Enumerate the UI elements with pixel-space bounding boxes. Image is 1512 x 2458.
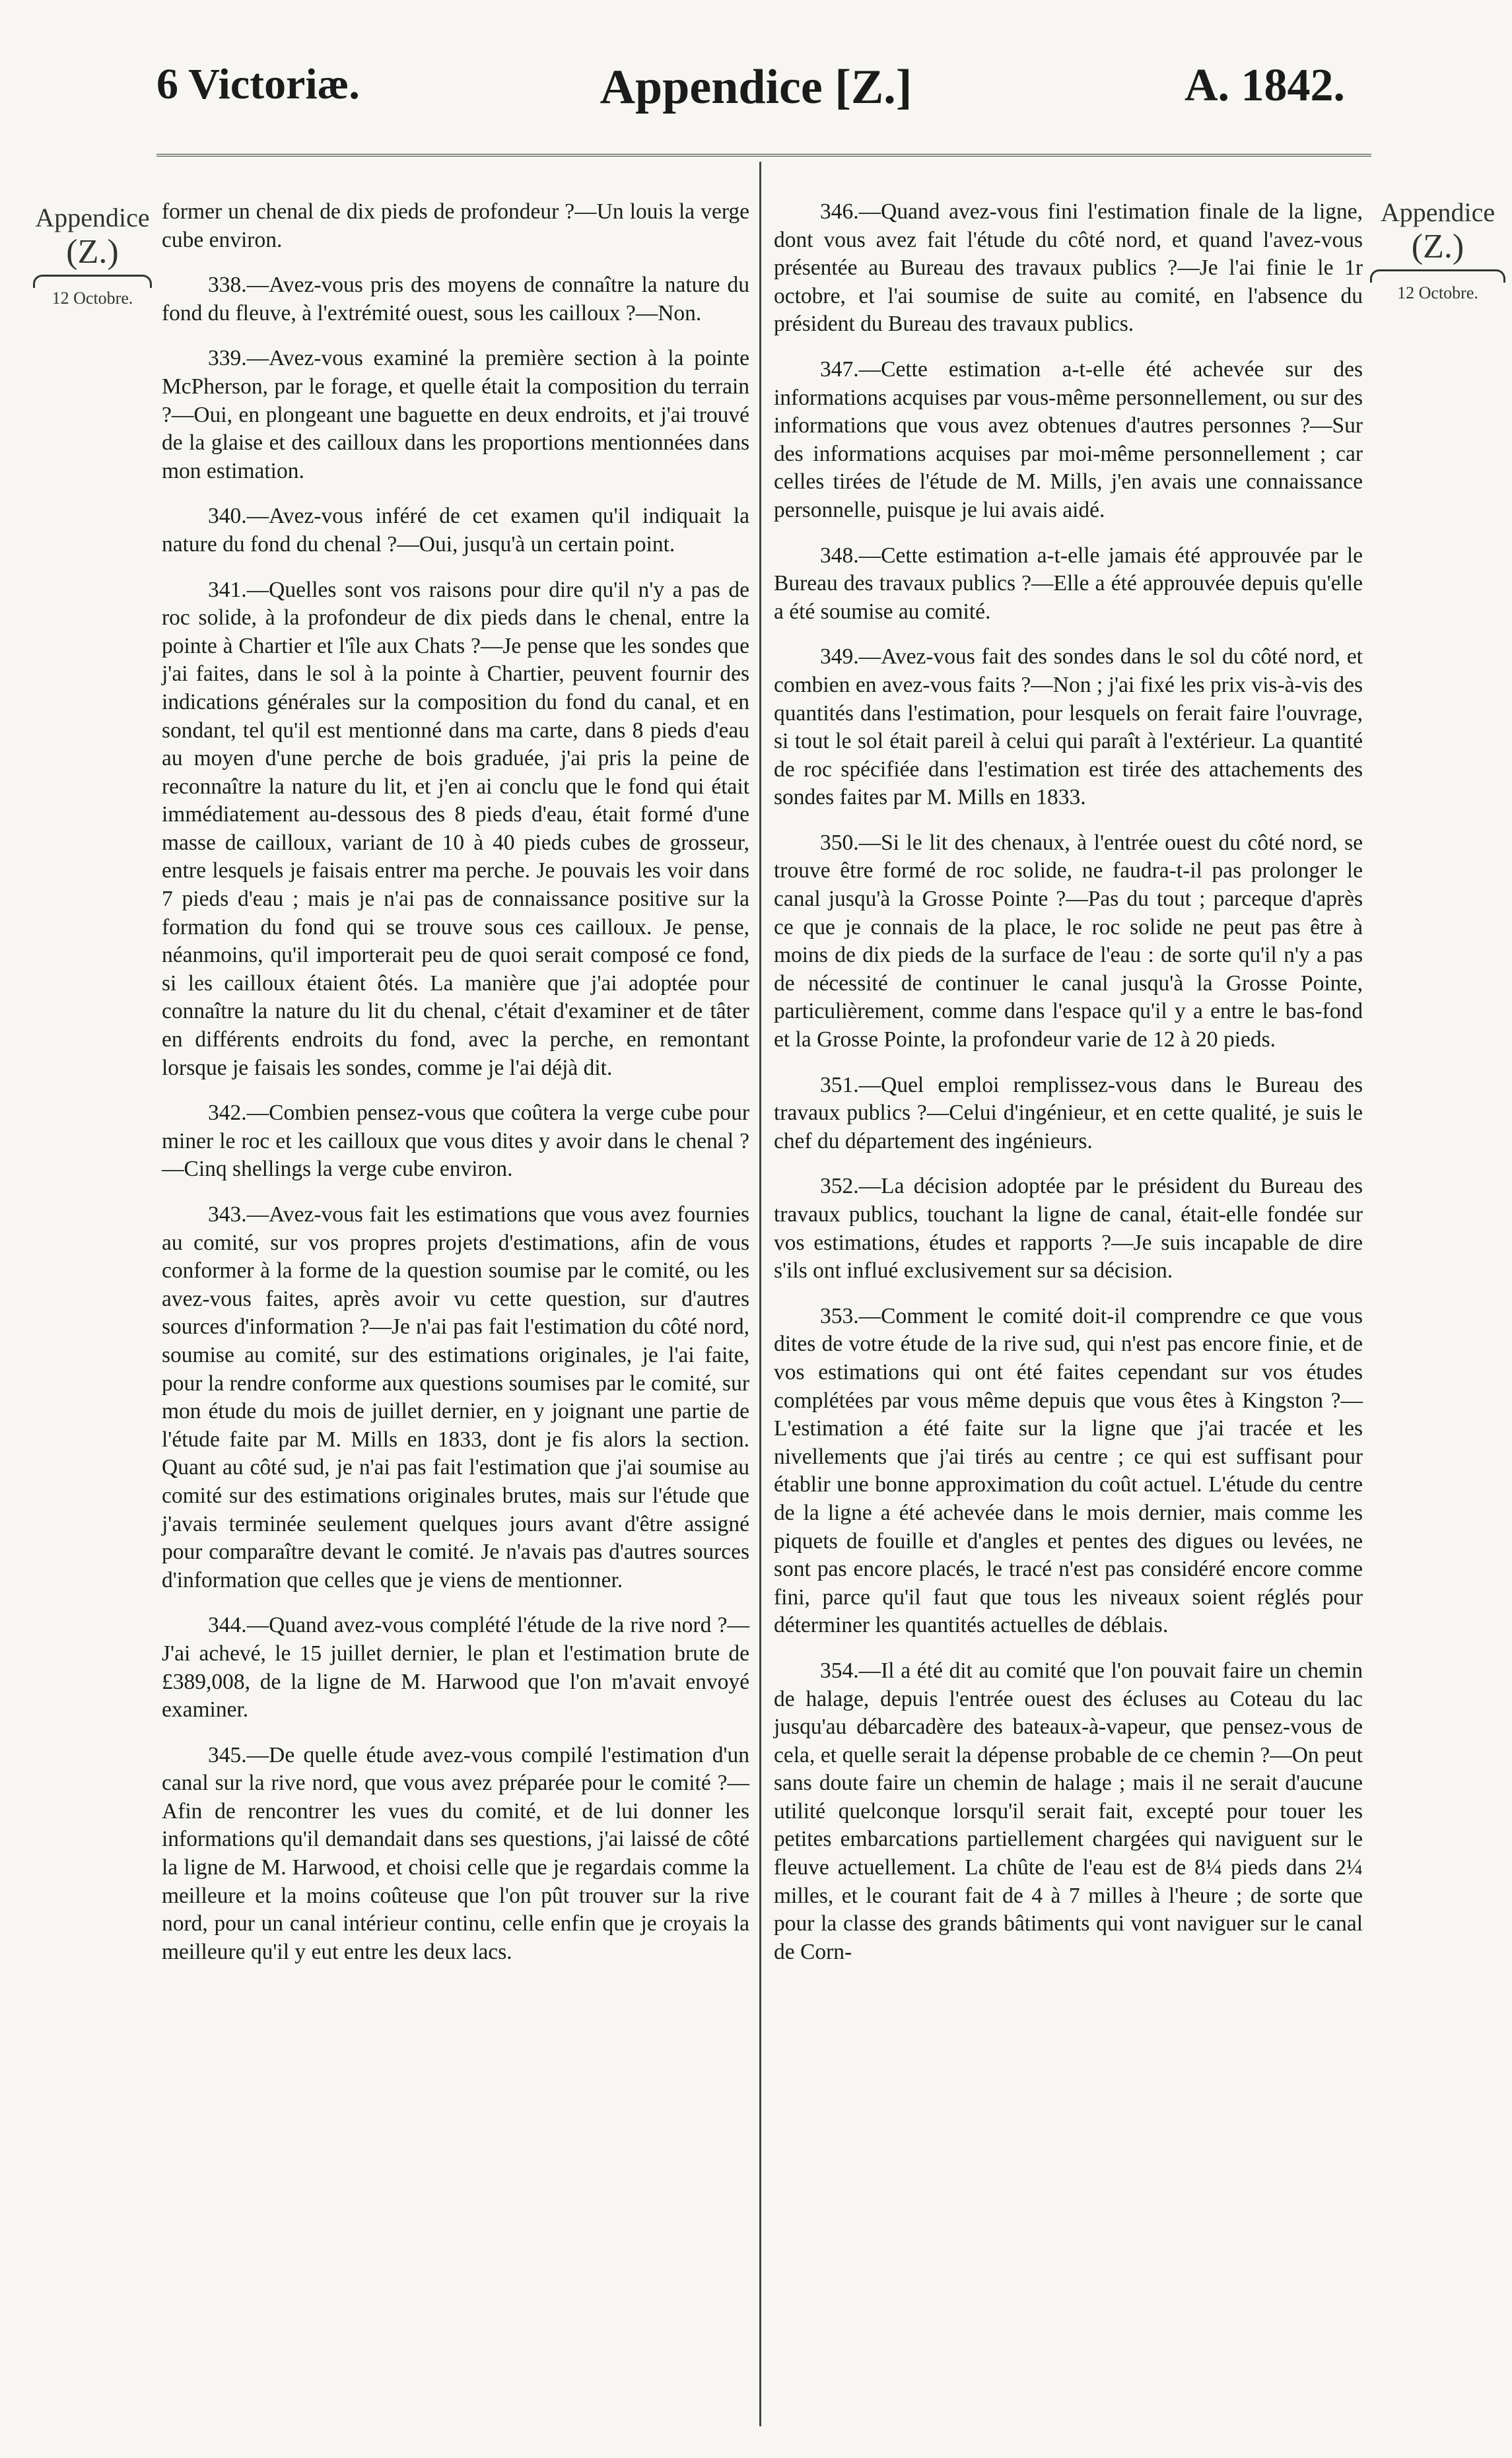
header-year: A. 1842. bbox=[1184, 60, 1345, 111]
header-rule bbox=[156, 154, 1371, 156]
margin-date: 12 Octobre. bbox=[1397, 283, 1478, 302]
margin-date: 12 Octobre. bbox=[52, 288, 133, 308]
paragraph: 347.—Cette estimation a-t-elle été achevée sur des informations acquises par vous-même personnellement, ou sur des informations que vous avez obtenues d'autres personnes ?—Sur des informations acquises par moi-même personnellement ; car celles tirées de l'étude de M. Mills, j'en avais une connaissance personnelle, puisque je lui avais aidé. bbox=[774, 357, 1363, 522]
paragraph: 345.—De quelle étude avez-vous compilé l'estimation d'un canal sur la rive nord, que vous avez préparée pour le comité ?—Afin de rencontrer les vues du comité, et de lui donner les informations qu'il demandait dans ses questions, j'ai laissé de côté la ligne de M. Harwood, et choisi celle que je regardais comme la meilleure et la moins coûteuse que l'on pût trouver sur la rive nord, pour un canal intérieur continu, celle enfin que je croyais la meilleure qu'il y eut entre les deux lacs. bbox=[162, 1742, 749, 1964]
left-column bbox=[162, 198, 749, 1983]
margin-note-right bbox=[1370, 198, 1505, 303]
paragraph: 342.—Combien pensez-vous que coûtera la verge cube pour miner le roc et les cailloux que vous dites y avoir dans le chenal ?—Cinq shellings la verge cube environ. bbox=[162, 1101, 749, 1182]
paragraph: 354.—Il a été dit au comité que l'on pouvait faire un chemin de halage, depuis l'entrée ouest des écluses au Coteau du lac jusqu'au débarcadère des bateaux-à-vapeur, que pensez-vous de cela, et quelle serait la dépense probable de ce chemin ?—On peut sans doute faire un chemin de halage ; mais il ne serait d'aucune utilité quelconque lorsqu'il serait fait, excepté pour touer les petites embarcations partiellement chargées qui naviguent sur le fleuve actuellement. La chûte de l'eau est de 8¼ pieds dans 2¼ milles, et le courant fait de 4 à 7 milles à l'heure ; de sorte que pour la classe des grands bâtiments qui vont naviguer sur le canal de Corn- bbox=[774, 1658, 1363, 1964]
paragraph: 338.—Avez-vous pris des moyens de connaître la nature du fond du fleuve, à l'extrémité ouest, sous les cailloux ?—Non. bbox=[162, 273, 749, 325]
right-column bbox=[774, 198, 1363, 1983]
margin-code: (Z.) bbox=[1411, 228, 1464, 265]
paragraph: 350.—Si le lit des chenaux, à l'entrée ouest du côté nord, se trouve être formé de roc solide, ne faudra-t-il pas prolonger le canal jusqu'à la Grosse Pointe ?—Pas du tout ; parceque d'après ce que je connais de la place, le roc solide ne peut pas être à moins de dix pieds de la surface de l'eau : de sorte qu'il n'y a pas de nécessité de continuer le canal jusqu'à la Grosse Pointe, particulièrement, comme dans l'espace qu'il y a entre le bas-fond et la Grosse Pointe, la profondeur varie de 12 à 20 pieds. bbox=[774, 830, 1363, 1052]
paragraph: 351.—Quel emploi remplissez-vous dans le Bureau des travaux publics ?—Celui d'ingénieur, et en cette qualité, je suis le chef du département des ingénieurs. bbox=[774, 1072, 1363, 1153]
paragraph: 353.—Comment le comité doit-il comprendre ce que vous dites de votre étude de la rive sud, qui n'est pas encore finie, et de vos estimations qui ont été faites cependant sur vos études complétées par vous même depuis que vous êtes à Kingston ?—L'estimation a été faite sur la ligne que j'ai tracée et les nivellements que j'ai tirés au centre ; ce qui est suffisant pour établir une bonne approximation du coût actuel. L'étude du centre de la ligne a été achevée dans le mois dernier, mais comme les piquets de fouille et d'angles et pentes des digues ou levées, ne sont pas encore placés, le tracé n'est pas considéré encore comme fini, parce qu'il faut que tous les niveaux soient réglés pour déterminer les quantités actuelles de déblais. bbox=[774, 1303, 1363, 1638]
paragraph: 352.—La décision adoptée par le président du Bureau des travaux publics, touchant la ligne de canal, était-elle fondée sur vos estimations, études et rapports ?—Je suis incapable de dire s'ils ont influé exclusivement sur sa décision. bbox=[774, 1174, 1363, 1283]
paragraph: 346.—Quand avez-vous fini l'estimation finale de la ligne, dont vous avez fait l'étude du côté nord, et quand l'avez-vous présentée au Bureau des travaux publics ?—Je l'ai finie le 1r octobre, et l'ai soumise de suite au comité, en l'absence du président du Bureau des travaux publics. bbox=[774, 199, 1363, 337]
paragraph: 339.—Avez-vous examiné la première section à la pointe McPherson, par le forage, et quelle était la composition du terrain ?—Oui, en plongeant une baguette en deux endroits, et j'ai trouvé de la glaise et des cailloux dans les proportions mentionnées dans mon estimation. bbox=[162, 346, 749, 483]
paragraph: 349.—Avez-vous fait des sondes dans le sol du côté nord, et combien en avez-vous faits ?—Non ; j'ai fixé les prix vis-à-vis des quantités dans l'estimation, pour lesquels on ferait faire l'ouvrage, si tout le sol était pareil à celui qui paraît à l'extérieur. La quantité de roc spécifiée dans l'estimation est tirée des attachements des sondes faites par M. Mills en 1833. bbox=[774, 644, 1363, 810]
paragraph: 340.—Avez-vous inféré de cet examen qu'il indiquait la nature du fond du chenal ?—Oui, jusqu'à un certain point. bbox=[162, 504, 749, 557]
header-title: Appendice [Z.] bbox=[600, 60, 912, 114]
paragraph: former un chenal de dix pieds de profondeur ?—Un louis la verge cube environ. bbox=[162, 199, 749, 252]
paragraph: 343.—Avez-vous fait les estimations que vous avez fournies au comité, sur vos propres projets d'estimations, afin de vous conformer à la forme de la question soumise par le comité, ou les avez-vous faites, après avoir vu cette question, sur d'autres sources d'information ?—Je n'ai pas fait l'estimation du côté nord, soumise au comité, sur des estimations originales, je l'ai faite, pour la rendre conforme aux questions soumises par le comité, sur mon étude du mois de juillet dernier, en y joignant une partie de l'étude faite par M. Mills en 1833, dont je fis alors la section. Quant au côté sud, je n'ai pas fait l'estimation que j'ai soumise au comité sur des estimations originales brutes, mais sur l'étude que j'avais terminée seulement quelques jours avant d'être assigné pour comparaître devant le comité. Je n'avais pas d'autres sources d'information que celles que je viens de mentionner. bbox=[162, 1202, 749, 1592]
paragraph: 344.—Quand avez-vous complété l'étude de la rive nord ?—J'ai achevé, le 15 juillet dernier, le plan et l'estimation brute de £389,008, de la ligne de M. Harwood que l'on m'avait envoyé examiner. bbox=[162, 1613, 749, 1723]
margin-brace bbox=[33, 275, 152, 288]
margin-label: Appendice bbox=[35, 203, 150, 232]
paragraph: 341.—Quelles sont vos raisons pour dire qu'il n'y a pas de roc solide, à la profondeur de dix pieds dans le chenal, entre la pointe à Chartier et l'île aux Chats ?—Je pense que les sondes que j'ai faites, dans le sol à la pointe à Chartier, peuvent fournir des indications générales sur la composition du fond du canal, et en sondant, tel qu'il est mentionné dans ma carte, dans 8 pieds d'eau au moyen d'une perche de bois graduée, j'ai pris la peine de reconnaître la nature du lit, et j'en ai conclu que le fond qui était immédiatement au-dessous des 8 pieds d'eau, était formé d'une masse de cailloux, variant de 10 à 40 pieds cubes de grosseur, entre lesquels je faisais entrer ma perche. Je pouvais les voir dans 7 pieds d'eau ; mais je n'ai pas de connaissance positive sur la formation du fond qui se trouve sous ces cailloux. Je pense, néanmoins, qu'il importerait peu de quoi serait composé ce fond, si les cailloux étaient ôtés. La manière que j'ai adoptée pour connaître la nature du lit du chenal, c'était d'examiner et de tâter en différents endroits du fond, avec la perche, en remontant lorsque je faisais les sondes, comme je l'ai déjà dit. bbox=[162, 577, 749, 1080]
margin-code: (Z.) bbox=[66, 233, 119, 271]
header-session: 6 Victoriæ. bbox=[156, 60, 360, 108]
margin-label: Appendice bbox=[1380, 197, 1495, 227]
margin-note-left bbox=[33, 203, 152, 308]
page-header bbox=[0, 60, 1512, 142]
column-divider bbox=[759, 162, 761, 2426]
paragraph: 348.—Cette estimation a-t-elle jamais été approuvée par le Bureau des travaux publics ?—Elle a été approuvée depuis qu'elle a été soumise au comité. bbox=[774, 543, 1363, 624]
margin-brace bbox=[1370, 269, 1505, 283]
